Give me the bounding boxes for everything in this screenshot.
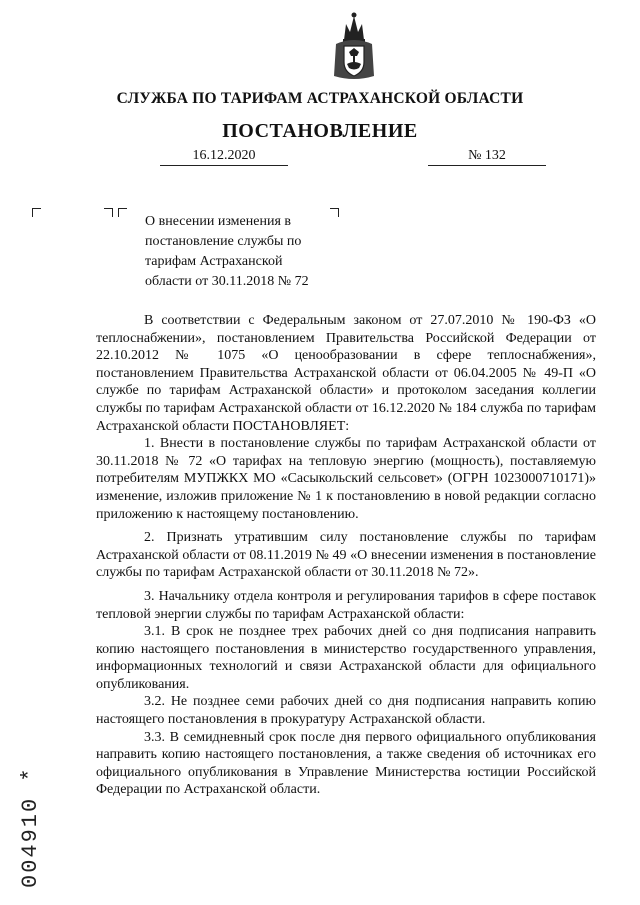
- document-date: 16.12.2020: [160, 148, 288, 166]
- item-paragraph: 3.2. Не позднее семи рабочих дней со дня подписания направить копию настоящего постановления в прокуратуру Астраханской области.: [96, 694, 596, 728]
- preamble-paragraph: В соответствии с Федеральным законом от 27.07.2010 № 190-ФЗ «О теплоснабжении», постановлением Правительства Российской Федерации от 22.10.2012 № 1075 «О ценообразовании в сфере теплоснабжения», постановлением Правительства Астраханской области от 06.04.2005 № 49-П «О службе по тарифам Астраханской области» и протоколом заседания коллегии службы по тарифам Астраханской области от 16.12.2020 № 184 служба по тарифам Астраханской области ПОСТАНОВЛЯЕТ:: [96, 313, 596, 434]
- document-number: № 132: [428, 148, 546, 166]
- item-paragraph: 3. Начальнику отдела контроля и регулирования тарифов в сфере поставок тепловой энергии службы по тарифам Астраханской области:: [96, 588, 596, 622]
- subject-line: О внесении изменения в: [145, 214, 291, 229]
- document-subject: [145, 212, 335, 292]
- astrakhan-coat-of-arms-icon: [330, 10, 378, 82]
- item-paragraph: 3.1. В срок не позднее трех рабочих дней со дня подписания направить копию настоящего постановления в министерство государственного управления, информационных технологий и связи Астраханской области для официального опубликования.: [96, 624, 596, 692]
- registration-stamp: [18, 748, 48, 888]
- subject-line: тарифам Астраханской: [145, 254, 283, 269]
- corner-mark-subject-open2: [118, 208, 127, 217]
- corner-mark-left: [32, 208, 41, 217]
- document-type: ПОСТАНОВЛЕНИЕ: [222, 120, 418, 142]
- item-paragraph: 1. Внести в постановление службы по тарифам Астраханской области от 30.11.2018 № 72 «О тарифах на тепловую энергию (мощность), поставляемую потребителям МУПЖКХ МО «Сасыкольский сельсовет» (ОГРН 1023000710171)» изменение, изложив приложение № 1 к постановлению в новой редакции согласно приложению к настоящему постановлению.: [96, 436, 596, 522]
- subject-line: области от 30.11.2018 № 72: [145, 274, 309, 289]
- registration-stamp-text: 004910 *: [18, 766, 43, 888]
- item-paragraph: 2. Признать утратившим силу постановление службы по тарифам Астраханской области от 08.11.2019 № 49 «О внесении изменения в постановление службы по тарифам Астраханской области от 30.11.2018 № 72».: [96, 530, 596, 581]
- item-paragraph: 3.3. В семидневный срок после дня первого официального опубликования направить копию настоящего постановления, а также сведения об источниках его официального опубликования в Управление Министерства юстиции Российской Федерации по Астраханской области.: [96, 729, 596, 798]
- agency-name: СЛУЖБА ПО ТАРИФАМ АСТРАХАНСКОЙ ОБЛАСТИ: [116, 90, 524, 107]
- corner-mark-subject-open: [104, 208, 113, 217]
- subject-line: постановление службы по: [145, 234, 302, 249]
- document-body: [96, 312, 596, 799]
